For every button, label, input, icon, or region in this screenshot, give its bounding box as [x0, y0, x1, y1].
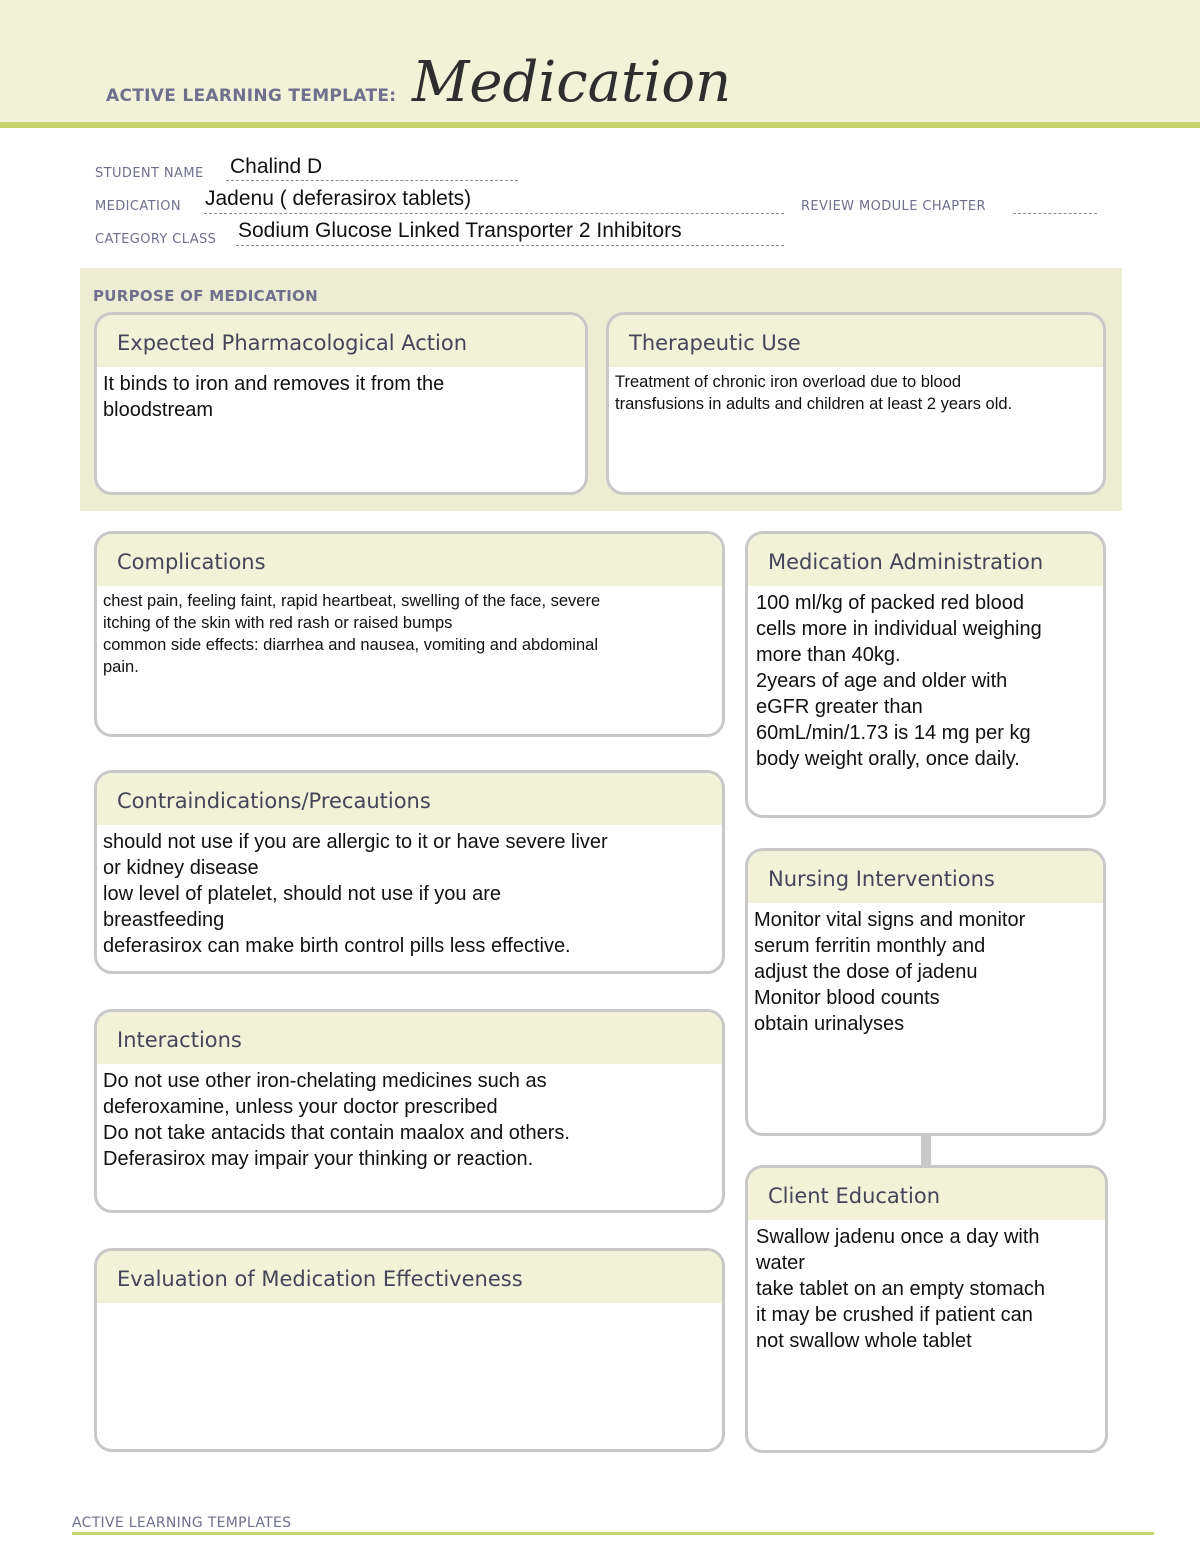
medication-administration-text[interactable]: 100 ml/kg of packed red blood cells more in individual weighing more than 40kg. 2years of age and older with eGFR greater than 60mL/min/1.73 is 14 mg per kg body weight orally, once daily.	[756, 592, 1042, 770]
review-module-underline	[1013, 213, 1097, 214]
student-name-label: STUDENT NAME	[95, 166, 204, 181]
expected-action-text[interactable]: It binds to iron and removes it from the bloodstream	[103, 373, 445, 421]
complications-card	[94, 531, 725, 737]
nursing-interventions-card	[745, 848, 1106, 1136]
review-module-label: REVIEW MODULE CHAPTER	[801, 199, 986, 214]
template-label: ACTIVE LEARNING TEMPLATE:	[106, 86, 397, 106]
footer-label: ACTIVE LEARNING TEMPLATES	[72, 1515, 292, 1531]
medication-underline	[204, 213, 784, 214]
evaluation-card	[94, 1248, 725, 1452]
interactions-text[interactable]: Do not use other iron-chelating medicines such as deferoxamine, unless your doctor prescribed Do not take antacids that contain maalox and others. Deferasirox may impair your thinking or reaction.	[103, 1070, 570, 1170]
therapeutic-use-card	[606, 312, 1106, 495]
category-class-underline	[236, 245, 784, 246]
contraindications-text[interactable]: should not use if you are allergic to it or have severe liver or kidney disease low level of platelet, should not use if you are breastfeeding deferasirox can make birth control pills less effective.	[103, 831, 608, 957]
evaluation-text[interactable]	[97, 1303, 722, 1307]
category-class-label: CATEGORY CLASS	[95, 232, 217, 247]
complications-title: Complications	[97, 534, 722, 586]
contraindications-title: Contraindications/Precautions	[97, 773, 722, 825]
medication-administration-card	[745, 531, 1106, 818]
client-education-title: Client Education	[748, 1168, 1105, 1220]
client-education-text[interactable]: Swallow jadenu once a day with water take tablet on an empty stomach it may be crushed if patient can not swallow whole tablet	[756, 1226, 1046, 1352]
interactions-title: Interactions	[97, 1012, 722, 1064]
header-rule	[0, 122, 1200, 128]
evaluation-title: Evaluation of Medication Effectiveness	[97, 1251, 722, 1303]
therapeutic-use-text[interactable]: Treatment of chronic iron overload due to blood transfusions in adults and children at least 2 years old.	[615, 373, 1013, 413]
category-class-field[interactable]: Sodium Glucose Linked Transporter 2 Inhibitors	[238, 219, 682, 242]
purpose-label: PURPOSE OF MEDICATION	[93, 287, 319, 305]
complications-text[interactable]: chest pain, feeling faint, rapid heartbeat, swelling of the face, severe itching of the skin with red rash or raised bumps common side effects: diarrhea and nausea, vomiting and abdominal pain.	[103, 592, 601, 676]
interactions-card	[94, 1009, 725, 1213]
client-education-card	[745, 1165, 1108, 1453]
contraindications-card	[94, 770, 725, 974]
medication-administration-title: Medication Administration	[748, 534, 1103, 586]
therapeutic-use-title: Therapeutic Use	[609, 315, 1103, 367]
nursing-interventions-title: Nursing Interventions	[748, 851, 1103, 903]
nursing-interventions-text[interactable]: Monitor vital signs and monitor serum ferritin monthly and adjust the dose of jadenu Monitor blood counts obtain urinalyses	[754, 909, 1026, 1035]
connector-bar	[921, 1136, 931, 1166]
student-name-field[interactable]: Chalind D	[230, 155, 323, 178]
page-title: Medication	[412, 50, 732, 115]
footer-rule	[72, 1532, 1154, 1535]
expected-action-card	[94, 312, 588, 495]
student-name-underline	[226, 180, 518, 181]
medication-label: MEDICATION	[95, 199, 181, 214]
expected-action-title: Expected Pharmacological Action	[97, 315, 585, 367]
medication-field[interactable]: Jadenu ( deferasirox tablets)	[205, 187, 472, 210]
